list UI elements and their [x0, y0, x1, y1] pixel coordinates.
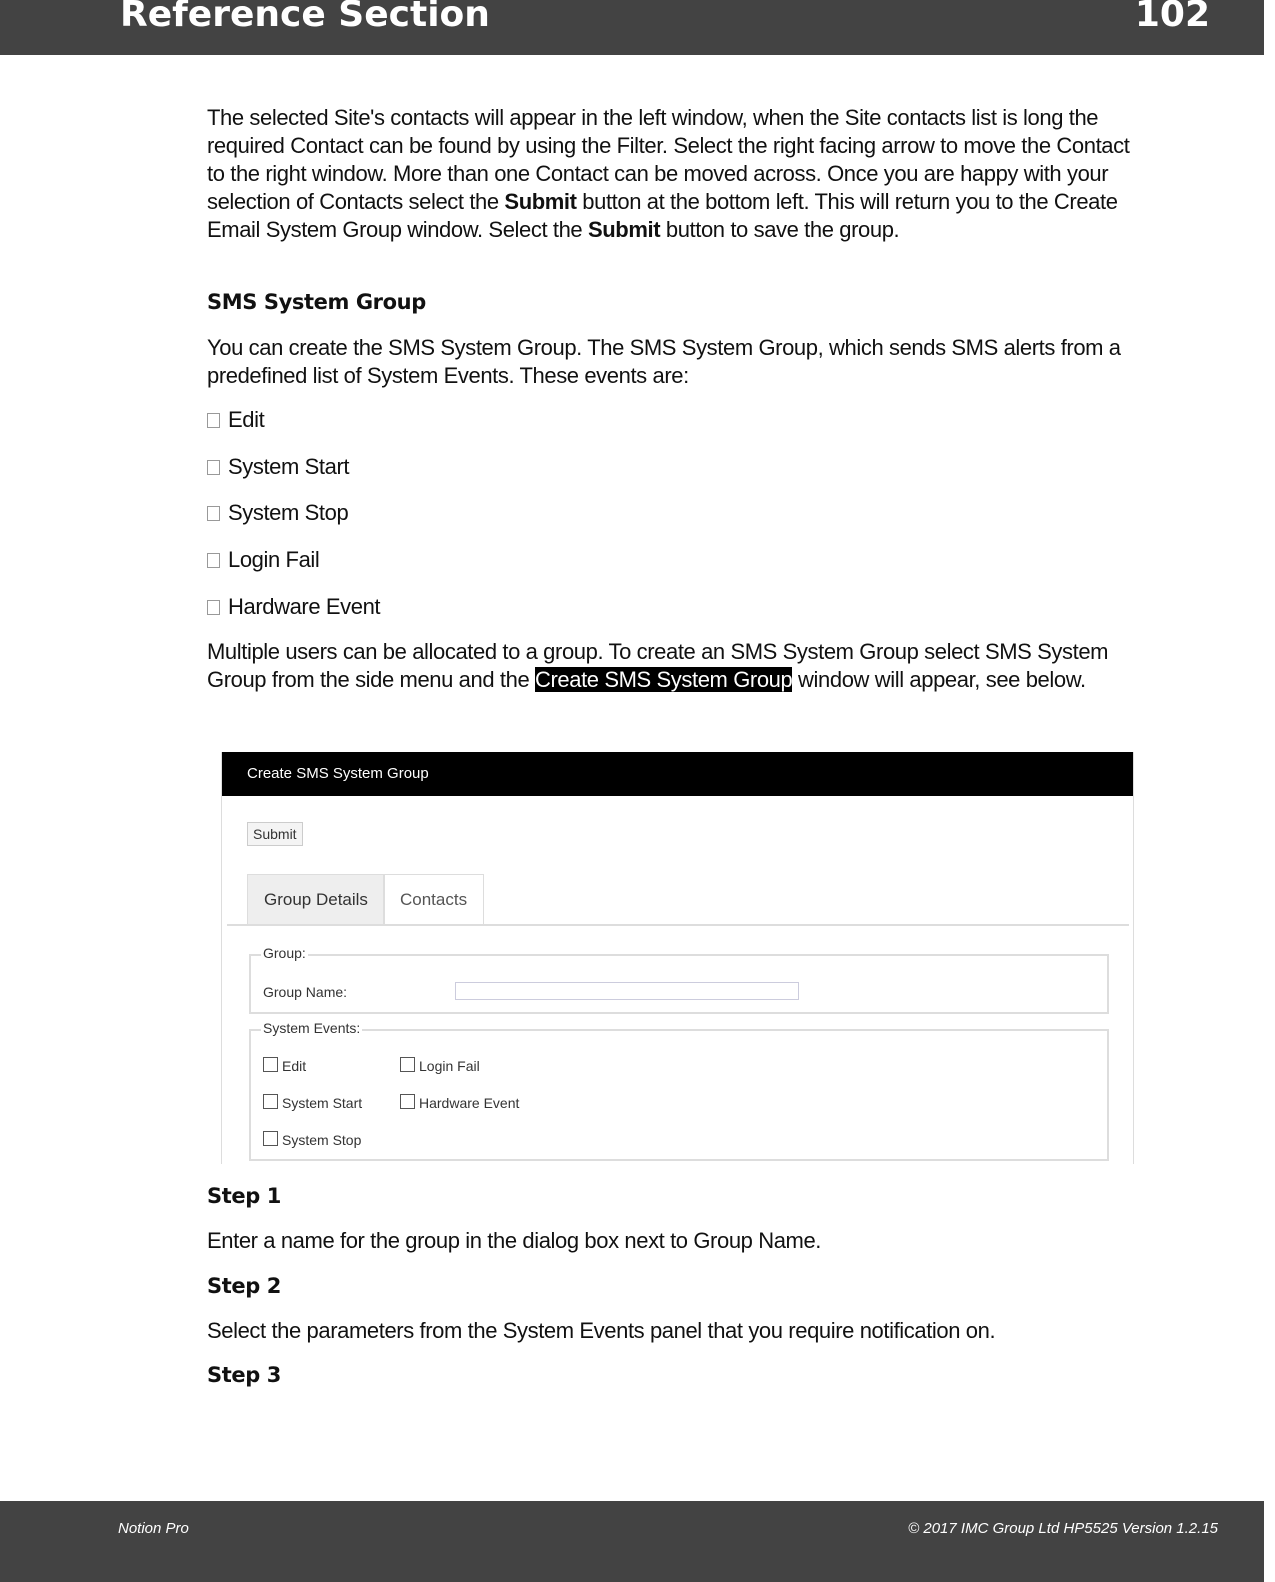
group-fieldset [249, 945, 1109, 1014]
step-1-text: Enter a name for the group in the dialog box next to Group Name. [207, 1228, 822, 1253]
page-header [0, 0, 1264, 55]
para-create: Multiple users can be allocated to a group. To create an SMS System Group select SMS System Group from the side menu and the Create SMS System Group window will appear, see below. [207, 639, 1109, 692]
event-bullet: System Start [207, 453, 1142, 481]
checkbox-system-start[interactable]: System Start [263, 1094, 362, 1111]
checkbox-edit[interactable]: Edit [263, 1057, 306, 1074]
page-footer [0, 1501, 1264, 1582]
event-bullet: Login Fail [207, 546, 1142, 574]
group-name-input[interactable] [455, 982, 799, 1000]
event-bullet: Hardware Event [207, 593, 1142, 621]
step-3-title: Step 3 [207, 1363, 281, 1387]
events-legend: System Events: [263, 1020, 361, 1036]
step-2-text: Select the parameters from the System Events panel that you require notification on. [207, 1318, 996, 1343]
window-title: Create SMS System Group [222, 752, 1133, 796]
product-name: Notion Pro [118, 1520, 189, 1537]
section-title: Reference Section [120, 0, 490, 35]
sms-heading: SMS System Group [207, 290, 426, 314]
intro-paragraph: The selected Site's contacts will appear in the left window, when the Site contacts list is long the required Contact can be found by using the Filter. Select the right facing arrow to move the Contact to the right window. More than one Contact can be moved across. Once you are happy with your selection of Contacts select the Submit button at the bottom left. This will return you to the Create Email System Group window. Select the Submit button to save the group. [207, 105, 1130, 242]
copyright: © 2017 IMC Group Ltd HP5525 Version 1.2.15 [908, 1520, 1218, 1537]
create-sms-group-screenshot [221, 752, 1134, 1164]
group-legend: Group: [263, 945, 306, 961]
tab-divider [227, 924, 1129, 926]
step-1-title: Step 1 [207, 1184, 281, 1208]
step-2-title: Step 2 [207, 1274, 281, 1298]
checkbox-login-fail[interactable]: Login Fail [400, 1057, 480, 1074]
submit-button[interactable]: Submit [247, 822, 303, 846]
system-events-fieldset [249, 1020, 1109, 1161]
sms-intro: You can create the SMS System Group. The SMS System Group, which sends SMS alerts from a predefined list of System Events. These events are: [207, 335, 1121, 388]
tab-group-details[interactable]: Group Details [247, 874, 385, 925]
page-number: 102 [1134, 0, 1210, 35]
checkbox-hardware-event[interactable]: Hardware Event [400, 1094, 519, 1111]
event-bullet: Edit [207, 406, 1142, 434]
checkbox-system-stop[interactable]: System Stop [263, 1131, 361, 1148]
event-bullet: System Stop [207, 499, 1142, 527]
group-name-label: Group Name: [263, 984, 348, 1000]
tab-contacts[interactable]: Contacts [383, 874, 484, 925]
